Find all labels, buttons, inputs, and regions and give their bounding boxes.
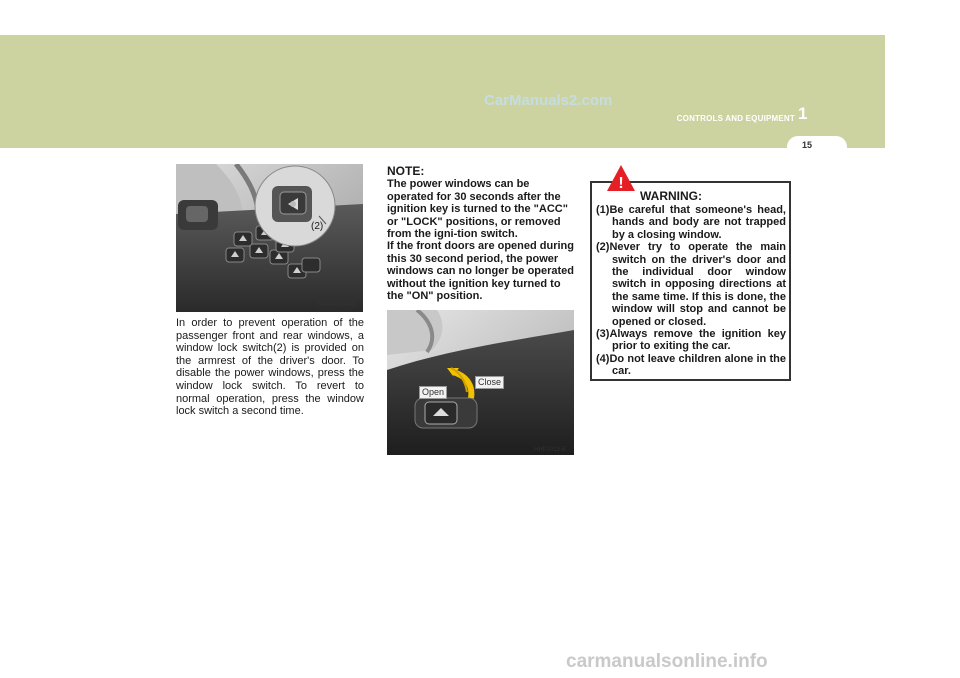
warning-triangle-icon bbox=[606, 164, 636, 192]
note-title: NOTE: bbox=[387, 164, 425, 178]
warning-item: (2)Never try to operate the main switch on the driver's door and the individual door window switch in opposing directions at the same time. If this is done, the window will stop and cannot be opened or closed. bbox=[596, 241, 786, 328]
door-switch-photo bbox=[176, 164, 363, 312]
callout-label: (2) bbox=[311, 221, 324, 232]
image-code-middle: HHP2013-E bbox=[534, 447, 567, 453]
header-band bbox=[0, 35, 885, 148]
warning-symbol: ! bbox=[618, 175, 624, 192]
image-code-left: B060A02HP-E bbox=[317, 302, 357, 308]
note-paragraph-2: If the front doors are opened during this 30 second period, the power windows can no longer be operated without the ignition key turned to the "ON" position. bbox=[387, 240, 575, 303]
warning-item: (3)Always remove the ignition key prior to exiting the car. bbox=[596, 328, 786, 353]
site-link[interactable]: CarManuals2.com bbox=[484, 92, 613, 109]
page-number: 15 bbox=[801, 140, 812, 150]
open-label: Open bbox=[419, 386, 447, 399]
warning-item: (1)Be careful that someone's head, hands and body are not trapped by a closing window. bbox=[596, 204, 786, 241]
note-paragraph-1: The power windows can be operated for 30 seconds after the ignition key is turned to the "ACC" or "LOCK" positions, or removed from the igni-tion switch. bbox=[387, 178, 568, 241]
section-title: CONTROLS AND EQUIPMENT bbox=[676, 114, 795, 123]
chapter-number: 1 bbox=[798, 104, 808, 123]
warning-list bbox=[596, 204, 786, 378]
note-block bbox=[387, 165, 575, 302]
footer-site: carmanualsonline.info bbox=[566, 651, 768, 672]
close-label: Close bbox=[475, 376, 504, 389]
warning-title: WARNING: bbox=[640, 189, 702, 203]
warning-item: (4)Do not leave children alone in the car. bbox=[596, 352, 786, 378]
window-lock-paragraph: In order to prevent operation of the passenger front and rear windows, a window lock switch(2) is provided on the armrest of the driver's door. To disable the power windows, press the window lock switch. To revert to normal operation, press the window lock switch a second time. bbox=[176, 317, 364, 418]
